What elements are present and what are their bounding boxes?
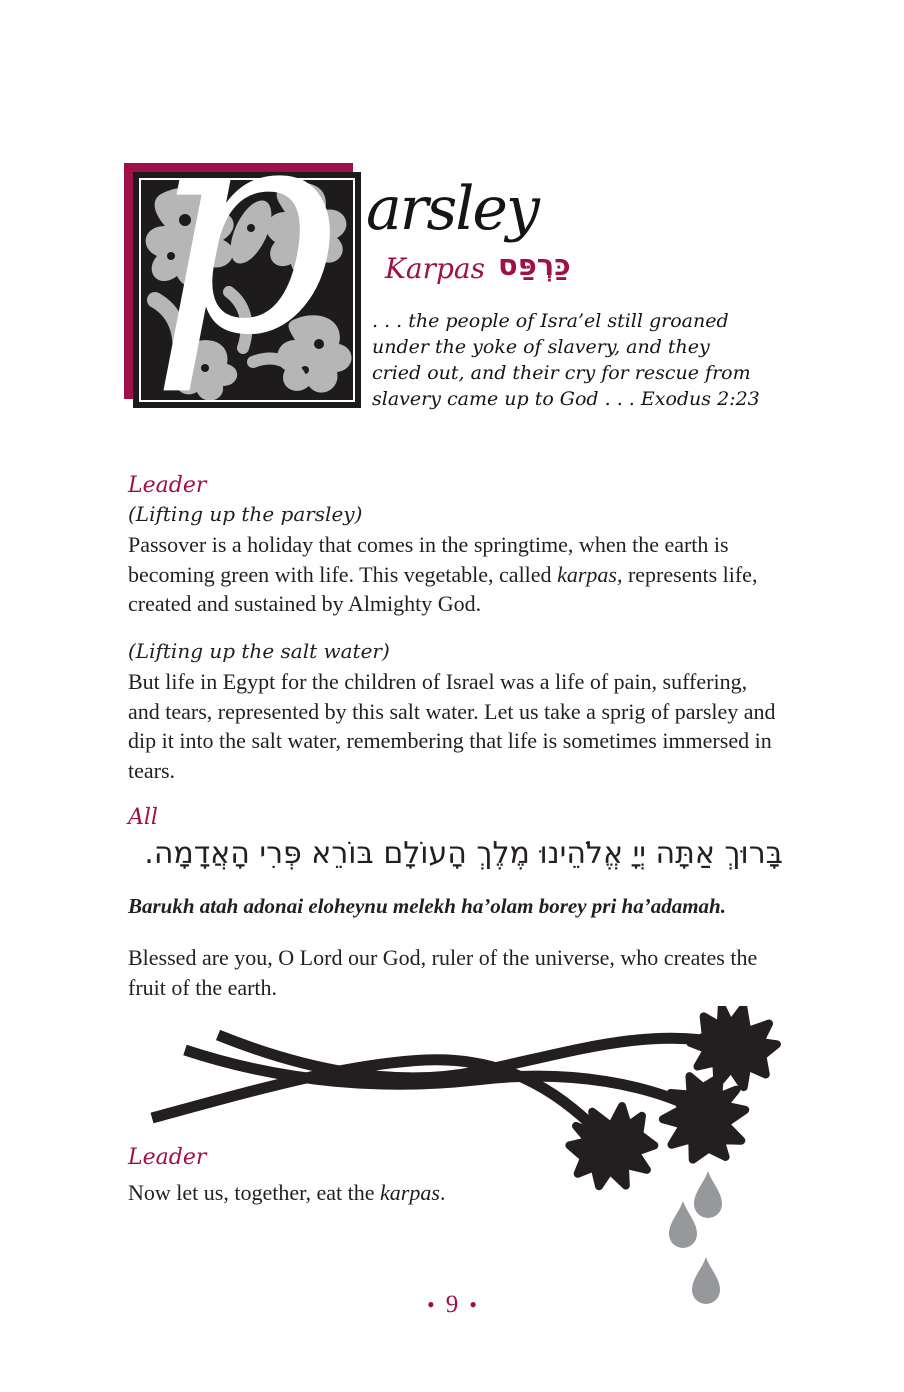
- eat-karpas-line: [128, 1178, 783, 1208]
- leader-heading-1: Leader: [128, 473, 207, 498]
- blessing-translation: Blessed are you, O Lord our God, ruler of the universe, who creates the fruit of the earth.: [128, 945, 758, 1000]
- stage-direction-parsley: (Lifting up the parsley): [128, 502, 363, 526]
- karpas-italic-word: karpas: [380, 1180, 440, 1205]
- stage-direction-salt-water: (Lifting up the salt water): [128, 639, 390, 663]
- page-number-bullet-left: •: [427, 1291, 435, 1317]
- page-number: 9: [445, 1291, 459, 1318]
- exodus-epigraph: . . . the people of Isra’el still groaned under the yoke of slavery, and they cried out, and their cry for rescue from slavery came up to God . . . Exodus 2:23: [372, 310, 760, 410]
- karpas-hebrew-label: כַּרְפַּס: [498, 248, 571, 282]
- paragraph-text: .: [439, 1180, 446, 1205]
- leader-heading-2: Leader: [128, 1145, 207, 1170]
- all-heading: All: [128, 805, 158, 830]
- paragraph-text: Passover is a holiday that comes in the springtime, when the earth is becoming green with life. This vegetable, called: [128, 532, 729, 587]
- decorative-initial-block: [133, 172, 361, 408]
- foliage-ornament: [133, 172, 361, 408]
- paragraph-text: , represents life, created and sustained by Almighty God.: [128, 561, 758, 616]
- page-title: arsley: [366, 174, 538, 244]
- dropcap-letter: p: [151, 172, 337, 399]
- hebrew-blessing: בָּרוּךְ אַתָּה יְיָ אֱלֹהֵינוּ מֶלֶךְ הָעוֹלָם בּוֹרֵא פְּרִי הָאֲדָמָה.: [144, 836, 783, 871]
- blessing-transliteration: Barukh atah adonai eloheynu melekh ha’olam borey pri ha’adamah.: [128, 894, 726, 918]
- karpas-label: Karpas: [385, 252, 485, 285]
- page-number-bullet-right: •: [469, 1291, 477, 1317]
- leader-paragraph-salt-water: But life in Egypt for the children of Israel was a life of pain, suffering, and tears, represented by this salt water. Let us take a sprig of parsley and dip it into the salt water, remembering that life is sometimes immersed in tears.: [128, 669, 776, 783]
- page-number-row: [0, 1292, 904, 1317]
- paragraph-text: Now let us, together, eat the: [128, 1180, 381, 1205]
- karpas-italic-word: karpas: [557, 561, 617, 587]
- leader-paragraph-spring: [128, 530, 783, 619]
